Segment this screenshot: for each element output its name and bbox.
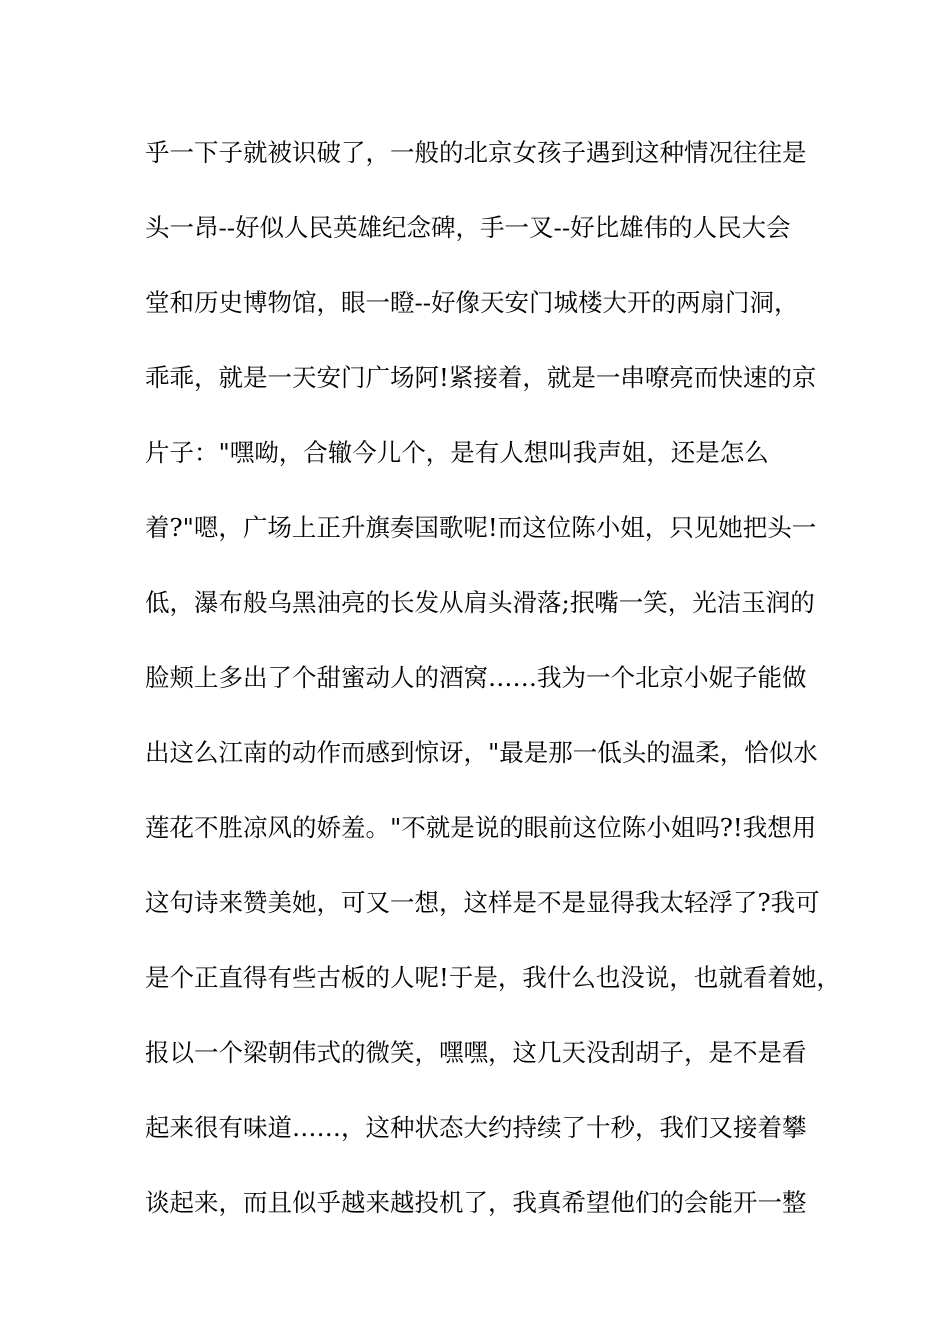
text-line: 片子："嘿呦，合辙今儿个，是有人想叫我声姐，还是怎么 bbox=[145, 438, 769, 467]
body-text bbox=[145, 133, 845, 1258]
text-line: 谈起来，而且似乎越来越投机了，我真希望他们的会能开一整 bbox=[145, 1188, 807, 1217]
text-line: 乖乖，就是一天安门广场阿!紧接着，就是一串嘹亮而快速的京 bbox=[145, 363, 817, 392]
text-line: 头一昂--好似人民英雄纪念碑，手一叉--好比雄伟的人民大会 bbox=[145, 213, 791, 242]
text-line: 是个正直得有些古板的人呢!于是，我什么也没说，也就看着她， bbox=[145, 963, 841, 992]
text-line: 脸颊上多出了个甜蜜动人的酒窝……我为一个北京小妮子能做 bbox=[145, 663, 807, 692]
text-line: 着?"嗯，广场上正升旗奏国歌呢!而这位陈小姐，只见她把头一 bbox=[145, 513, 817, 542]
text-line: 堂和历史博物馆，眼一瞪--好像天安门城楼大开的两扇门洞， bbox=[145, 288, 799, 317]
text-line: 这句诗来赞美她，可又一想，这样是不是显得我太轻浮了?我可 bbox=[145, 888, 820, 917]
text-line: 起来很有味道……，这种状态大约持续了十秒，我们又接着攀 bbox=[145, 1113, 807, 1142]
text-line: 乎一下子就被识破了，一般的北京女孩子遇到这种情况往往是 bbox=[145, 138, 807, 167]
text-line: 出这么江南的动作而感到惊讶，"最是那一低头的温柔，恰似水 bbox=[145, 738, 818, 767]
text-line: 报以一个梁朝伟式的微笑，嘿嘿，这几天没刮胡子，是不是看 bbox=[145, 1038, 807, 1067]
text-line: 莲花不胜凉风的娇羞。"不就是说的眼前这位陈小姐吗?!我想用 bbox=[145, 813, 817, 842]
text-line: 低，瀑布般乌黑油亮的长发从肩头滑落;抿嘴一笑，光洁玉润的 bbox=[145, 588, 815, 617]
